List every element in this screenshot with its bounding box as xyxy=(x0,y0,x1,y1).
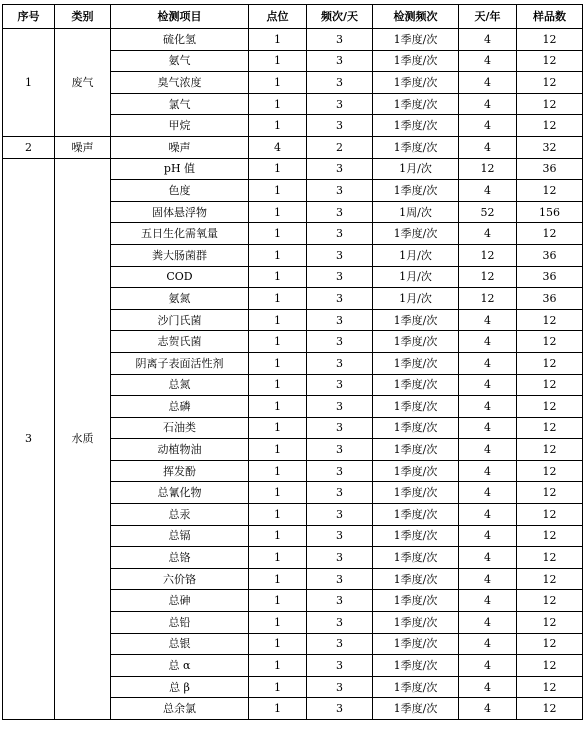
cell-days-per-year: 12 xyxy=(459,288,517,310)
cell-test-frequency: 1月/次 xyxy=(373,244,459,266)
cell-points: 4 xyxy=(249,136,307,158)
cell-freq-per-day: 3 xyxy=(307,223,373,245)
cell-days-per-year: 4 xyxy=(459,223,517,245)
cell-days-per-year: 4 xyxy=(459,698,517,720)
cell-freq-per-day: 3 xyxy=(307,374,373,396)
cell-test-frequency: 1季度/次 xyxy=(373,396,459,418)
cell-points: 1 xyxy=(249,504,307,526)
cell-freq-per-day: 3 xyxy=(307,352,373,374)
cell-seq: 3 xyxy=(3,158,55,719)
cell-sample-count: 12 xyxy=(517,93,583,115)
cell-days-per-year: 4 xyxy=(459,72,517,94)
cell-sample-count: 12 xyxy=(517,655,583,677)
cell-item: 总磷 xyxy=(111,396,249,418)
cell-item: 总铅 xyxy=(111,612,249,634)
cell-days-per-year: 12 xyxy=(459,158,517,180)
cell-freq-per-day: 3 xyxy=(307,439,373,461)
cell-sample-count: 12 xyxy=(517,309,583,331)
cell-item: 甲烷 xyxy=(111,115,249,137)
cell-days-per-year: 4 xyxy=(459,396,517,418)
cell-freq-per-day: 3 xyxy=(307,331,373,353)
cell-item: 总余氯 xyxy=(111,698,249,720)
cell-freq-per-day: 3 xyxy=(307,115,373,137)
cell-freq-per-day: 3 xyxy=(307,612,373,634)
cell-item: 总 β xyxy=(111,676,249,698)
cell-freq-per-day: 3 xyxy=(307,676,373,698)
cell-sample-count: 12 xyxy=(517,29,583,51)
cell-sample-count: 12 xyxy=(517,72,583,94)
cell-points: 1 xyxy=(249,590,307,612)
cell-item: 石油类 xyxy=(111,417,249,439)
table-row xyxy=(3,29,583,51)
cell-test-frequency: 1季度/次 xyxy=(373,590,459,612)
cell-points: 1 xyxy=(249,633,307,655)
cell-test-frequency: 1季度/次 xyxy=(373,482,459,504)
cell-days-per-year: 4 xyxy=(459,612,517,634)
cell-sample-count: 156 xyxy=(517,201,583,223)
cell-item: 挥发酚 xyxy=(111,460,249,482)
cell-sample-count: 12 xyxy=(517,331,583,353)
table-row xyxy=(3,136,583,158)
cell-item: 总铬 xyxy=(111,547,249,569)
header-category: 类别 xyxy=(55,5,111,29)
cell-sample-count: 12 xyxy=(517,223,583,245)
cell-sample-count: 12 xyxy=(517,590,583,612)
header-item: 检测项目 xyxy=(111,5,249,29)
monitoring-table xyxy=(2,4,583,720)
cell-test-frequency: 1周/次 xyxy=(373,201,459,223)
cell-item: 粪大肠菌群 xyxy=(111,244,249,266)
cell-test-frequency: 1季度/次 xyxy=(373,331,459,353)
cell-freq-per-day: 3 xyxy=(307,590,373,612)
cell-freq-per-day: 3 xyxy=(307,93,373,115)
cell-points: 1 xyxy=(249,29,307,51)
cell-days-per-year: 4 xyxy=(459,547,517,569)
cell-days-per-year: 4 xyxy=(459,439,517,461)
cell-sample-count: 12 xyxy=(517,482,583,504)
cell-days-per-year: 4 xyxy=(459,331,517,353)
cell-days-per-year: 12 xyxy=(459,244,517,266)
cell-freq-per-day: 3 xyxy=(307,633,373,655)
cell-freq-per-day: 3 xyxy=(307,417,373,439)
cell-sample-count: 12 xyxy=(517,698,583,720)
cell-days-per-year: 4 xyxy=(459,676,517,698)
cell-freq-per-day: 3 xyxy=(307,50,373,72)
cell-test-frequency: 1季度/次 xyxy=(373,29,459,51)
cell-days-per-year: 4 xyxy=(459,590,517,612)
cell-freq-per-day: 3 xyxy=(307,266,373,288)
cell-item: 六价铬 xyxy=(111,568,249,590)
cell-freq-per-day: 3 xyxy=(307,29,373,51)
cell-points: 1 xyxy=(249,331,307,353)
cell-points: 1 xyxy=(249,288,307,310)
cell-days-per-year: 4 xyxy=(459,115,517,137)
cell-test-frequency: 1季度/次 xyxy=(373,223,459,245)
cell-test-frequency: 1季度/次 xyxy=(373,374,459,396)
cell-sample-count: 32 xyxy=(517,136,583,158)
cell-freq-per-day: 3 xyxy=(307,547,373,569)
cell-freq-per-day: 3 xyxy=(307,568,373,590)
cell-freq-per-day: 3 xyxy=(307,288,373,310)
cell-test-frequency: 1季度/次 xyxy=(373,136,459,158)
cell-points: 1 xyxy=(249,525,307,547)
cell-points: 1 xyxy=(249,115,307,137)
cell-test-frequency: 1季度/次 xyxy=(373,460,459,482)
cell-sample-count: 36 xyxy=(517,266,583,288)
cell-points: 1 xyxy=(249,50,307,72)
cell-freq-per-day: 3 xyxy=(307,72,373,94)
cell-item: 色度 xyxy=(111,180,249,202)
cell-days-per-year: 4 xyxy=(459,136,517,158)
cell-points: 1 xyxy=(249,396,307,418)
cell-sample-count: 36 xyxy=(517,244,583,266)
cell-points: 1 xyxy=(249,223,307,245)
cell-days-per-year: 4 xyxy=(459,482,517,504)
cell-test-frequency: 1季度/次 xyxy=(373,180,459,202)
cell-category: 水质 xyxy=(55,158,111,719)
cell-days-per-year: 4 xyxy=(459,374,517,396)
cell-points: 1 xyxy=(249,72,307,94)
cell-freq-per-day: 3 xyxy=(307,396,373,418)
cell-days-per-year: 4 xyxy=(459,50,517,72)
table-row xyxy=(3,158,583,180)
cell-days-per-year: 4 xyxy=(459,633,517,655)
cell-days-per-year: 4 xyxy=(459,655,517,677)
cell-test-frequency: 1季度/次 xyxy=(373,698,459,720)
cell-points: 1 xyxy=(249,244,307,266)
cell-test-frequency: 1季度/次 xyxy=(373,309,459,331)
cell-points: 1 xyxy=(249,655,307,677)
cell-item: 沙门氏菌 xyxy=(111,309,249,331)
cell-test-frequency: 1季度/次 xyxy=(373,525,459,547)
cell-sample-count: 12 xyxy=(517,180,583,202)
cell-sample-count: 12 xyxy=(517,374,583,396)
cell-sample-count: 12 xyxy=(517,352,583,374)
cell-days-per-year: 52 xyxy=(459,201,517,223)
cell-sample-count: 12 xyxy=(517,525,583,547)
cell-sample-count: 12 xyxy=(517,460,583,482)
cell-item: 动植物油 xyxy=(111,439,249,461)
cell-points: 1 xyxy=(249,93,307,115)
cell-days-per-year: 4 xyxy=(459,460,517,482)
cell-freq-per-day: 3 xyxy=(307,482,373,504)
cell-item: 氨气 xyxy=(111,50,249,72)
cell-test-frequency: 1季度/次 xyxy=(373,612,459,634)
cell-test-frequency: 1季度/次 xyxy=(373,568,459,590)
cell-points: 1 xyxy=(249,266,307,288)
cell-days-per-year: 4 xyxy=(459,504,517,526)
cell-days-per-year: 4 xyxy=(459,180,517,202)
cell-points: 1 xyxy=(249,417,307,439)
cell-points: 1 xyxy=(249,439,307,461)
cell-days-per-year: 4 xyxy=(459,568,517,590)
cell-sample-count: 12 xyxy=(517,115,583,137)
table-body xyxy=(3,29,583,720)
cell-points: 1 xyxy=(249,201,307,223)
header-row xyxy=(3,5,583,29)
cell-test-frequency: 1月/次 xyxy=(373,158,459,180)
cell-item: COD xyxy=(111,266,249,288)
cell-test-frequency: 1季度/次 xyxy=(373,93,459,115)
cell-freq-per-day: 3 xyxy=(307,460,373,482)
cell-points: 1 xyxy=(249,676,307,698)
cell-sample-count: 12 xyxy=(517,504,583,526)
cell-points: 1 xyxy=(249,612,307,634)
cell-item: 总 α xyxy=(111,655,249,677)
cell-test-frequency: 1季度/次 xyxy=(373,504,459,526)
cell-sample-count: 12 xyxy=(517,612,583,634)
cell-test-frequency: 1季度/次 xyxy=(373,352,459,374)
cell-test-frequency: 1季度/次 xyxy=(373,676,459,698)
cell-points: 1 xyxy=(249,547,307,569)
cell-item: 臭气浓度 xyxy=(111,72,249,94)
cell-freq-per-day: 3 xyxy=(307,158,373,180)
cell-item: 总砷 xyxy=(111,590,249,612)
cell-item: 五日生化需氧量 xyxy=(111,223,249,245)
cell-days-per-year: 4 xyxy=(459,417,517,439)
cell-test-frequency: 1季度/次 xyxy=(373,439,459,461)
cell-days-per-year: 4 xyxy=(459,309,517,331)
cell-points: 1 xyxy=(249,180,307,202)
cell-sample-count: 12 xyxy=(517,417,583,439)
cell-category: 噪声 xyxy=(55,136,111,158)
cell-item: 氯气 xyxy=(111,93,249,115)
cell-item: 志贺氏菌 xyxy=(111,331,249,353)
cell-freq-per-day: 3 xyxy=(307,504,373,526)
cell-sample-count: 36 xyxy=(517,288,583,310)
cell-item: 总银 xyxy=(111,633,249,655)
cell-points: 1 xyxy=(249,374,307,396)
cell-test-frequency: 1季度/次 xyxy=(373,633,459,655)
cell-sample-count: 12 xyxy=(517,568,583,590)
header-points: 点位 xyxy=(249,5,307,29)
cell-test-frequency: 1季度/次 xyxy=(373,417,459,439)
header-seq: 序号 xyxy=(3,5,55,29)
cell-item: 噪声 xyxy=(111,136,249,158)
cell-points: 1 xyxy=(249,309,307,331)
cell-item: 总镉 xyxy=(111,525,249,547)
cell-points: 1 xyxy=(249,158,307,180)
cell-seq: 1 xyxy=(3,29,55,137)
cell-test-frequency: 1季度/次 xyxy=(373,115,459,137)
cell-days-per-year: 12 xyxy=(459,266,517,288)
cell-freq-per-day: 3 xyxy=(307,525,373,547)
header-days-per-year: 天/年 xyxy=(459,5,517,29)
cell-freq-per-day: 3 xyxy=(307,309,373,331)
cell-sample-count: 12 xyxy=(517,633,583,655)
cell-freq-per-day: 3 xyxy=(307,244,373,266)
cell-item: 总氮 xyxy=(111,374,249,396)
cell-item: 氨氮 xyxy=(111,288,249,310)
header-test-frequency: 检测频次 xyxy=(373,5,459,29)
header-freq-per-day: 频次/天 xyxy=(307,5,373,29)
cell-test-frequency: 1季度/次 xyxy=(373,655,459,677)
cell-points: 1 xyxy=(249,698,307,720)
cell-test-frequency: 1月/次 xyxy=(373,266,459,288)
cell-item: 阴离子表面活性剂 xyxy=(111,352,249,374)
cell-sample-count: 36 xyxy=(517,158,583,180)
cell-points: 1 xyxy=(249,568,307,590)
cell-sample-count: 12 xyxy=(517,676,583,698)
header-sample-count: 样品数 xyxy=(517,5,583,29)
cell-item: 固体悬浮物 xyxy=(111,201,249,223)
cell-seq: 2 xyxy=(3,136,55,158)
cell-days-per-year: 4 xyxy=(459,352,517,374)
cell-freq-per-day: 3 xyxy=(307,698,373,720)
cell-test-frequency: 1月/次 xyxy=(373,288,459,310)
cell-sample-count: 12 xyxy=(517,50,583,72)
cell-days-per-year: 4 xyxy=(459,93,517,115)
cell-freq-per-day: 3 xyxy=(307,201,373,223)
cell-days-per-year: 4 xyxy=(459,525,517,547)
cell-freq-per-day: 3 xyxy=(307,655,373,677)
cell-points: 1 xyxy=(249,352,307,374)
cell-item: pH 值 xyxy=(111,158,249,180)
cell-freq-per-day: 2 xyxy=(307,136,373,158)
cell-test-frequency: 1季度/次 xyxy=(373,72,459,94)
cell-item: 总汞 xyxy=(111,504,249,526)
cell-test-frequency: 1季度/次 xyxy=(373,50,459,72)
cell-days-per-year: 4 xyxy=(459,29,517,51)
cell-sample-count: 12 xyxy=(517,396,583,418)
cell-item: 硫化氢 xyxy=(111,29,249,51)
cell-points: 1 xyxy=(249,460,307,482)
cell-points: 1 xyxy=(249,482,307,504)
cell-test-frequency: 1季度/次 xyxy=(373,547,459,569)
cell-sample-count: 12 xyxy=(517,439,583,461)
cell-freq-per-day: 3 xyxy=(307,180,373,202)
cell-item: 总氰化物 xyxy=(111,482,249,504)
cell-sample-count: 12 xyxy=(517,547,583,569)
cell-category: 废气 xyxy=(55,29,111,137)
